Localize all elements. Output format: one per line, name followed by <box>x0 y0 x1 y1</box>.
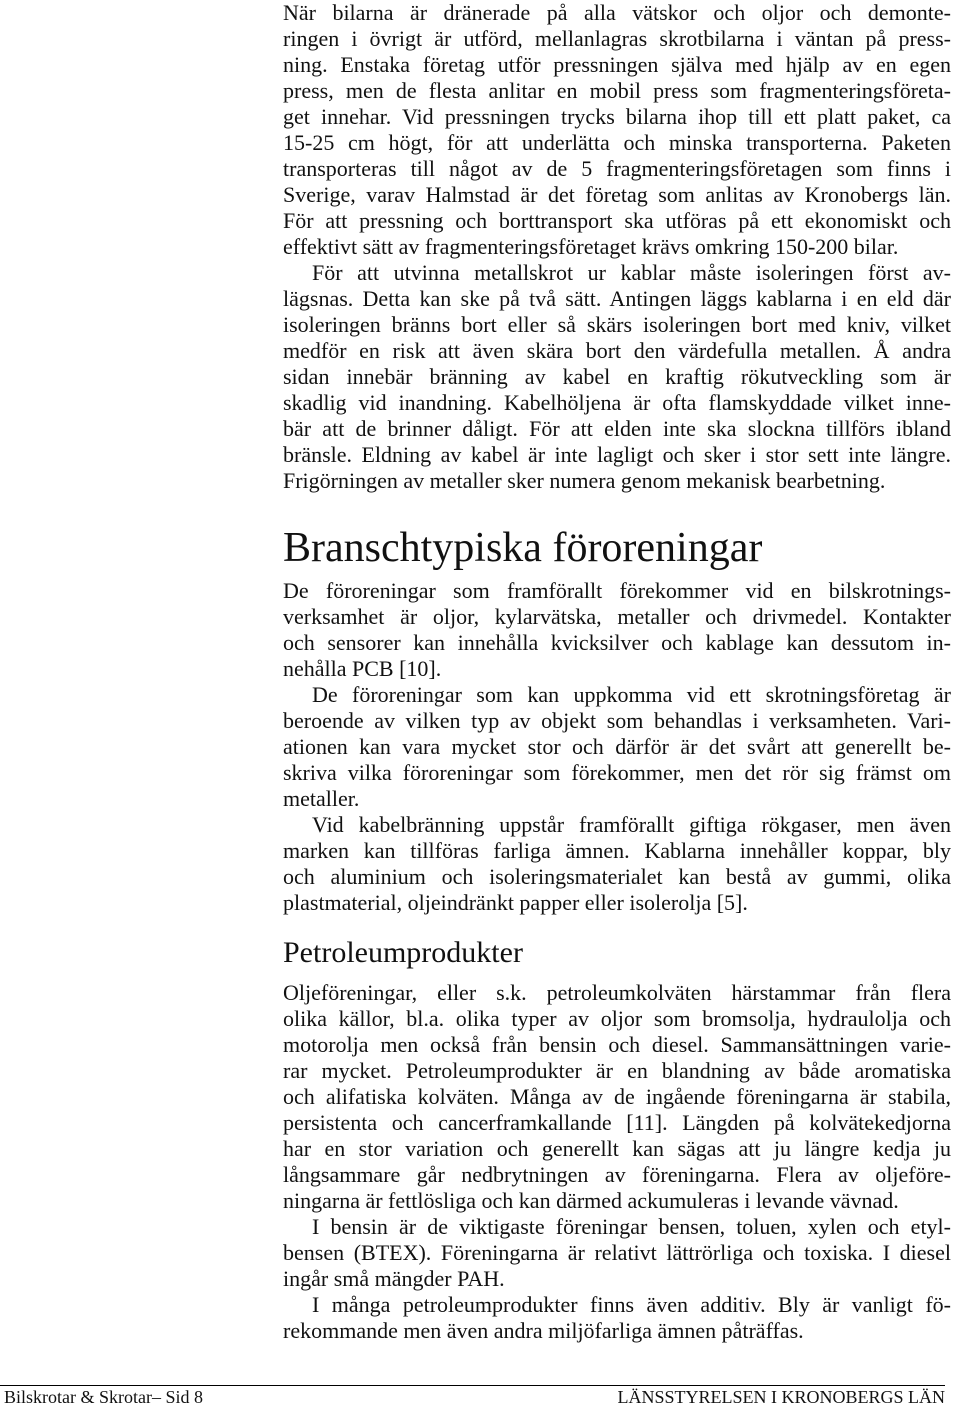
body-section-intro <box>283 0 951 494</box>
text-line: bensen (BTEX). Föreningarna är relativt lättrörliga och toxiska. I diesel <box>283 1240 951 1265</box>
text-line: ationen kan vara mycket stor och därför är det svårt att generellt be- <box>283 734 951 759</box>
text-line: och sensorer kan innehålla kvicksilver och kablage kan dessutom in- <box>283 630 951 655</box>
text-line: lägsnas. Detta kan ske på två sätt. Antingen läggs kablarna i en eld där <box>283 286 951 311</box>
text-line: bränsle. Eldning av kabel är inte lagligt och sker i stor sett inte längre. <box>283 442 951 467</box>
text-line: har en stor variation och generellt kan sägas att ju längre kedja ju <box>283 1136 951 1161</box>
subsection-heading: Petroleumprodukter <box>283 936 523 969</box>
text-line: I många petroleumprodukter finns även additiv. Bly är vanligt fö- <box>312 1292 951 1317</box>
paragraph <box>283 1214 951 1292</box>
footer-rule <box>0 1385 945 1386</box>
text-line: Frigörningen av metaller sker numera genom mekanisk bearbetning. <box>283 468 886 493</box>
text-line: sidan innebär bränning av kabel en kraftig rökutveckling som är <box>283 364 951 389</box>
text-line: När bilarna är dränerade på alla vätskor och oljor och demonte- <box>283 0 951 25</box>
text-line: isoleringen bränns bort eller så skärs isoleringen bort med kniv, vilket <box>283 312 951 337</box>
text-line: långsammare går nedbrytningen av föreningarna. Flera av oljeföre- <box>283 1162 951 1187</box>
paragraph <box>283 980 951 1214</box>
section-heading: Branschtypiska föroreningar <box>283 525 763 571</box>
text-line: persistenta och cancerframkallande [11]. Längden på kolvätekedjorna <box>283 1110 951 1135</box>
text-line: De föroreningar som kan uppkomma vid ett skrotningsföretag är <box>312 682 951 707</box>
text-line: beroende av vilken typ av objekt som behandlas i verksamheten. Vari- <box>283 708 951 733</box>
text-line: ringen i övrigt är utförd, mellanlagras skrotbilarna i väntan på press- <box>283 26 951 51</box>
text-line: marken kan tillföras farliga ämnen. Kablarna innehåller koppar, bly <box>283 838 951 863</box>
paragraph <box>283 812 951 916</box>
paragraph <box>283 578 951 682</box>
text-line: olika källor, bl.a. olika typer av oljor som bromsolja, hydraulolja och <box>283 1006 951 1031</box>
text-line: och aluminium och isoleringsmaterialet kan bestå av gummi, olika <box>283 864 951 889</box>
text-line: Oljeföreningar, eller s.k. petroleumkolväten härstammar från flera <box>283 980 951 1005</box>
text-line: Sverige, varav Halmstad är det företag som anlitas av Kronobergs län. <box>283 182 951 207</box>
text-line: skadlig vid inandning. Kabelhöljena är ofta flamskyddade vilket inne- <box>283 390 951 415</box>
text-line: skriva vilka föroreningar som förekommer, men det rör sig främst om <box>283 760 951 785</box>
text-line: och alifatiska kolväten. Många av de ingående föreningarna är stabila, <box>283 1084 951 1109</box>
text-line: get innehar. Vid pressningen trycks bilarna ihop till ett platt paket, ca <box>283 104 951 129</box>
text-line: transporteras till något av de 5 fragmenteringsföretagen som finns i <box>283 156 951 181</box>
paragraph <box>283 260 951 494</box>
text-line: motorolja men också från bensin och diesel. Sammansättningen varie- <box>283 1032 951 1057</box>
body-section-pollutants <box>283 578 951 916</box>
body-section-petroleum <box>283 980 951 1344</box>
paragraph <box>283 682 951 812</box>
paragraph <box>283 1292 951 1344</box>
text-line: metaller. <box>283 786 360 811</box>
text-line: ingår små mängder PAH. <box>283 1266 505 1291</box>
text-line: Vid kabelbränning uppstår framförallt giftiga rökgaser, men även <box>312 812 951 837</box>
text-line: ningarna är fettlösliga och kan därmed ackumuleras i levande vävnad. <box>283 1188 899 1213</box>
text-line: bär att de brinner dåligt. För att elden inte ska slockna tillförs ibland <box>283 416 951 441</box>
text-line: I bensin är de viktigaste föreningar bensen, toluen, xylen och etyl- <box>312 1214 951 1239</box>
text-line: verksamhet är oljor, kylarvätska, metaller och drivmedel. Kontakter <box>283 604 951 629</box>
text-line: rekommande men även andra miljöfarliga ämnen påträffas. <box>283 1318 804 1343</box>
text-line: För att utvinna metallskrot ur kablar måste isoleringen först av- <box>312 260 951 285</box>
text-line: rar mycket. Petroleumprodukter är en blandning av både aromatiska <box>283 1058 951 1083</box>
text-line: medför en risk att även skära bort den värdefulla metallen. Å andra <box>283 338 951 363</box>
text-line: effektivt sätt av fragmenteringsföretaget krävs omkring 150-200 bilar. <box>283 234 899 259</box>
footer-left-text: Bilskrotar & Skrotar– Sid 8 <box>4 1387 203 1406</box>
footer-right-text: LÄNSSTYRELSEN I KRONOBERGS LÄN <box>617 1387 945 1406</box>
text-line: plastmaterial, oljeindränkt papper eller isolerolja [5]. <box>283 890 748 915</box>
text-line: De föroreningar som framförallt förekommer vid en bilskrotnings- <box>283 578 951 603</box>
paragraph <box>283 0 951 260</box>
text-line: ning. Enstaka företag utför pressningen själva med hjälp av en egen <box>283 52 951 77</box>
text-line: För att pressning och borttransport ska utföras på ett ekonomiskt och <box>283 208 951 233</box>
text-line: 15-25 cm högt, för att underlätta och minska transporterna. Paketen <box>283 130 951 155</box>
text-line: nehålla PCB [10]. <box>283 656 442 681</box>
text-line: press, men de flesta anlitar en mobil press som fragmenteringsföreta- <box>283 78 951 103</box>
